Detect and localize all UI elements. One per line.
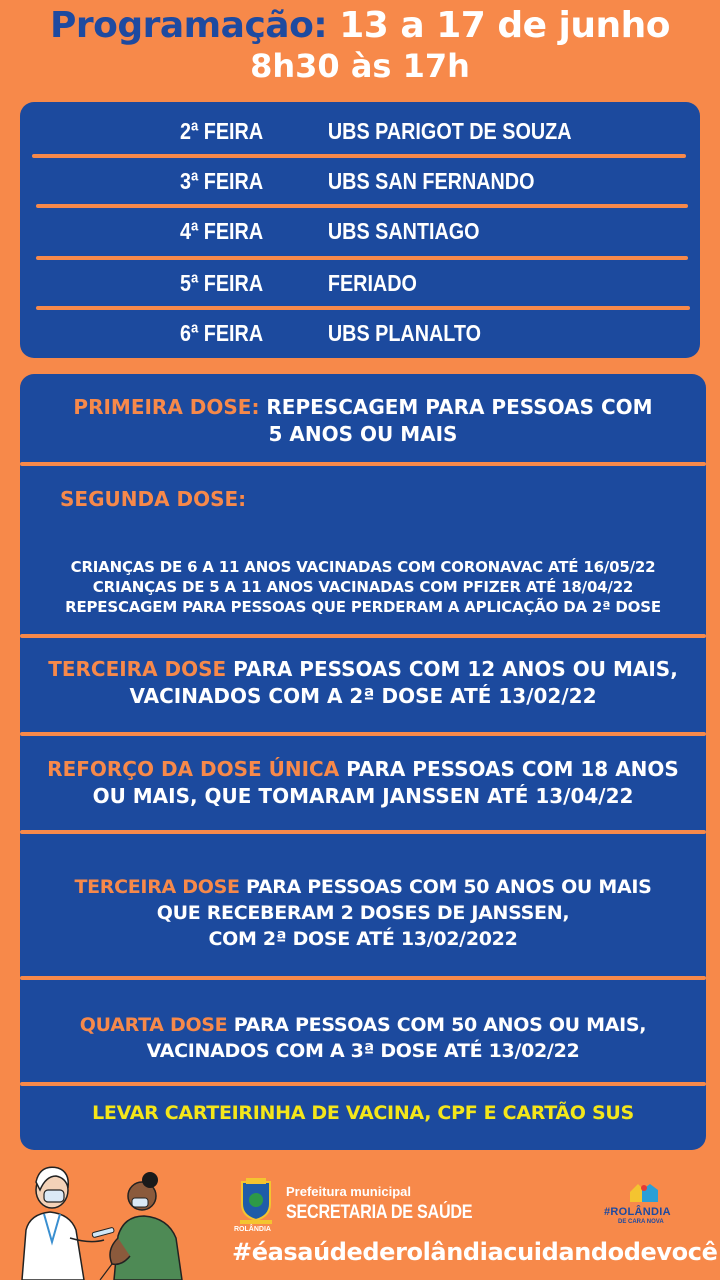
page-title [0, 4, 720, 48]
reforco-text: PARA PESSOAS COM 18 ANOS [339, 757, 679, 781]
divider [20, 976, 706, 980]
terceira-dose-line2: VACINADOS COM A 2ª DOSE ATÉ 13/02/22 [129, 684, 597, 708]
segunda-dose-line: CRIANÇAS DE 6 A 11 ANOS VACINADAS COM CORONAVAC ATÉ 16/05/22 [70, 558, 656, 576]
reforco-line2: OU MAIS, QUE TOMARAM JANSSEN ATÉ 13/04/22 [92, 784, 634, 808]
schedule-location: UBS SANTIAGO [327, 218, 480, 244]
prefeitura-label: Prefeitura municipal [286, 1184, 411, 1199]
divider [20, 1082, 706, 1086]
schedule-row [20, 156, 605, 206]
quarta-dose-line2: VACINADOS COM A 3ª DOSE ATÉ 13/02/22 [146, 1040, 580, 1062]
segunda-dose-line: REPESCAGEM PARA PESSOAS QUE PERDERAM A APLICAÇÃO DA 2ª DOSE [65, 598, 661, 616]
schedule-day: 4ª FEIRA [179, 218, 264, 244]
quarta-dose-label: QUARTA DOSE [79, 1014, 228, 1036]
segunda-dose-label-text: SEGUNDA DOSE: [60, 487, 247, 511]
schedule-location: UBS PARIGOT DE SOUZA [327, 118, 572, 144]
quarta-dose-section [20, 1012, 706, 1064]
terceira-janssen-line2: QUE RECEBERAM 2 DOSES DE JANSSEN, [156, 902, 570, 924]
doses-panel [20, 374, 706, 1150]
city-brand-subtitle: DE CARA NOVA [618, 1219, 664, 1225]
schedule-location: FERIADO [327, 270, 417, 296]
divider [20, 830, 706, 834]
terceira-janssen-label: TERCEIRA DOSE [74, 876, 240, 898]
schedule-row [20, 308, 605, 358]
reforco-section [20, 756, 706, 810]
primeira-dose-section [20, 394, 706, 448]
vaccination-illustration [0, 1160, 200, 1280]
schedule-day: 6ª FEIRA [179, 320, 264, 346]
rolandia-crest-logo [236, 1176, 276, 1228]
terceira-janssen-line3: COM 2ª DOSE ATÉ 13/02/2022 [208, 928, 518, 950]
terceira-janssen-line1 [20, 874, 706, 900]
quarta-dose-text: PARA PESSOAS COM 50 ANOS OU MAIS, [227, 1014, 647, 1036]
primeira-dose-label: PRIMEIRA DOSE: [73, 395, 260, 419]
divider [20, 634, 706, 638]
reforco-line1 [20, 756, 706, 783]
schedule-location: UBS SAN FERNANDO [327, 168, 535, 194]
divider [20, 732, 706, 736]
primeira-dose-line2: 5 ANOS OU MAIS [268, 422, 458, 446]
title-prefix: Programação: [49, 5, 328, 46]
schedule-row [20, 258, 605, 308]
terceira-janssen-text: PARA PESSOAS COM 50 ANOS OU MAIS [239, 876, 652, 898]
city-brand-hashtag: #ROLÂNDIA [604, 1206, 671, 1218]
divider [20, 462, 706, 466]
schedule-panel [20, 102, 700, 358]
terceira-dose-janssen-section [20, 874, 706, 952]
primeira-dose-text: REPESCAGEM PARA PESSOAS COM [259, 395, 653, 419]
quarta-dose-line1 [20, 1012, 706, 1038]
segunda-dose-label [60, 486, 246, 513]
campaign-hashtag: #éasaúdederolândiacuidandodevocê [232, 1238, 718, 1266]
terceira-dose-line1 [20, 656, 706, 683]
terceira-dose-text: PARA PESSOAS COM 12 ANOS OU MAIS, [226, 657, 678, 681]
hours-subtitle: 8h30 às 17h [250, 47, 470, 85]
terceira-dose-label: TERCEIRA DOSE [48, 657, 227, 681]
schedule-day: 3ª FEIRA [179, 168, 264, 194]
schedule-location: UBS PLANALTO [327, 320, 482, 346]
schedule-row [20, 106, 605, 156]
terceira-dose-section [20, 656, 706, 710]
title-dates: 13 a 17 de junho [327, 5, 671, 46]
rolandia-crest-label: ROLÂNDIA [234, 1226, 271, 1233]
segunda-dose-details [20, 557, 706, 617]
schedule-row [20, 206, 605, 256]
reforco-label: REFORÇO DA DOSE ÚNICA [47, 757, 340, 781]
segunda-dose-line: CRIANÇAS DE 5 A 11 ANOS VACINADAS COM PFIZER ATÉ 18/04/22 [92, 578, 634, 596]
secretaria-label: SECRETARIA DE SAÚDE [286, 1202, 473, 1223]
city-brand-logo [626, 1180, 662, 1204]
requirements-note: LEVAR CARTEIRINHA DE VACINA, CPF E CARTÃO SUS [92, 1102, 634, 1124]
schedule-day: 5ª FEIRA [179, 270, 264, 296]
primeira-dose-line1 [20, 394, 706, 421]
schedule-day: 2ª FEIRA [179, 118, 264, 144]
